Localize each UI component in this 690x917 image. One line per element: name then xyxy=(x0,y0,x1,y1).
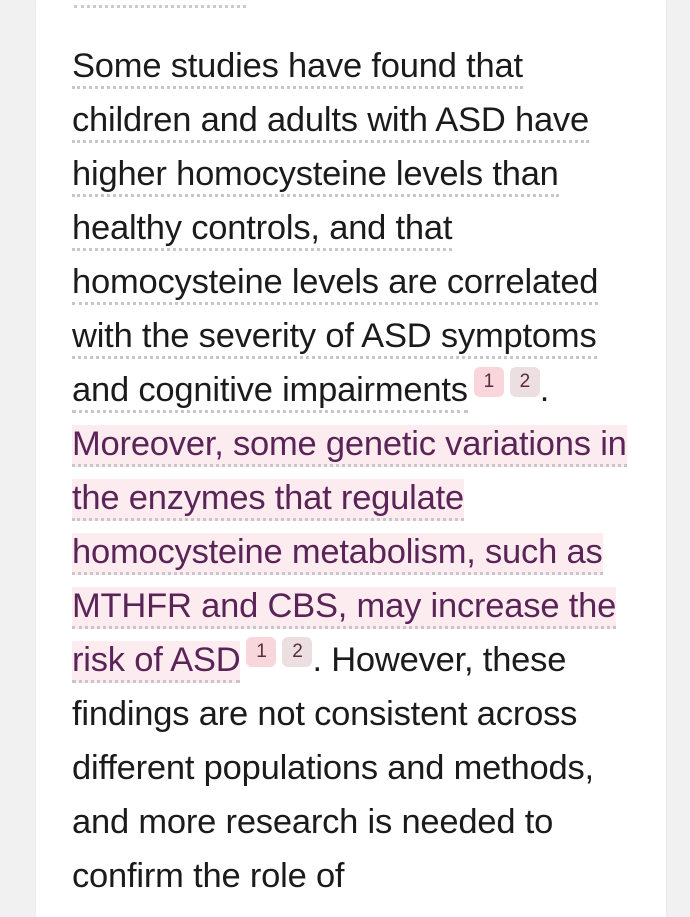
citation-badge-1-second[interactable]: 1 xyxy=(246,637,276,667)
cited-sentence-1[interactable]: Some studies have found that children and adults with ASD have higher homocysteine levels than healthy controls, and that homocysteine levels are correlated with the severity of ASD symptoms and cognitive impairments xyxy=(72,47,598,413)
citation-badge-1[interactable]: 1 xyxy=(474,367,504,397)
plain-sentence-3: . However, these findings are not consistent across different populations and methods, and more research is needed to confirm the role of xyxy=(72,641,594,895)
previous-text-underline xyxy=(74,0,246,8)
citation-badge-2-second[interactable]: 2 xyxy=(282,637,312,667)
citation-badge-2[interactable]: 2 xyxy=(510,367,540,397)
answer-card xyxy=(36,0,666,917)
answer-paragraph xyxy=(72,39,642,903)
sentence-period: . xyxy=(539,371,550,409)
highlighted-sentence-2[interactable]: Moreover, some genetic variations in the enzymes that regulate homocysteine metabolism, such as MTHFR and CBS, may increase the risk of ASD xyxy=(72,425,627,683)
